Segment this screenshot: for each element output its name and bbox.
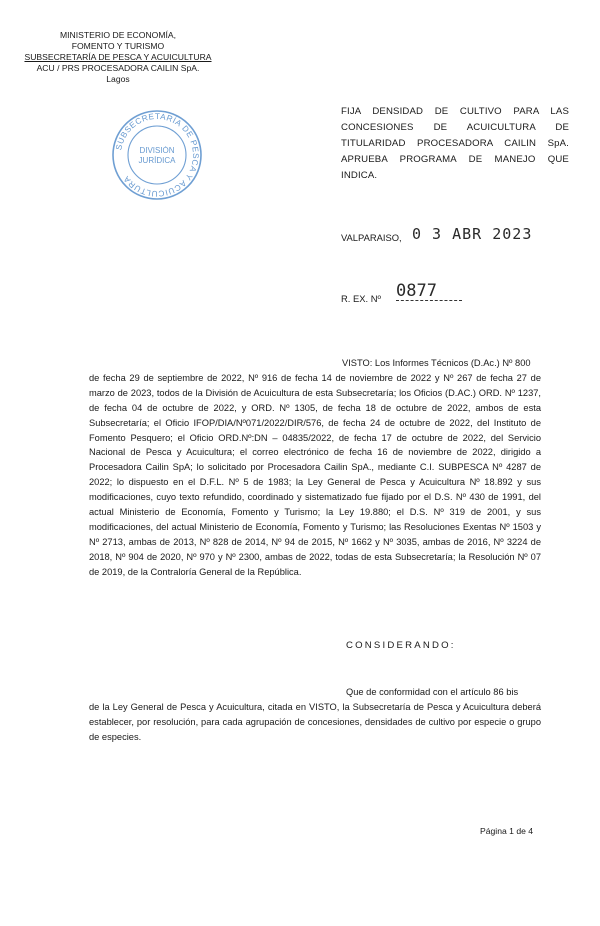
date-stamp: 0 3 ABR 2023	[412, 225, 533, 243]
considerando-body: de la Ley General de Pesca y Acuicultura, citada en VISTO, la Subsecretaría de Pesca y Acuicultura deberá establecer, por resolución, para cada agrupación de concesiones, densidades de cultivo por especie o grupo de especies.	[89, 701, 541, 742]
resolution-subject: FIJA DENSIDAD DE CULTIVO PARA LAS CONCESIONES DE ACUICULTURA DE TITULARIDAD PROCESADORA CAILIN SpA. APRUEBA PROGRAMA DE MANEJO QUE INDICA.	[341, 106, 569, 181]
page-number: Página 1 de 4	[480, 826, 534, 836]
resolution-number: 0877	[396, 281, 437, 301]
header-reference: ACU / PRS PROCESADORA CAILIN SpA.	[36, 63, 200, 73]
visto-body: de fecha 29 de septiembre de 2022, Nº 916 de fecha 14 de noviembre de 2022 y Nº 267 de fecha 27 de marzo de 2023, todos de la División de Acuicultura de esta Subsecretaría; los Oficios (D.AC.) ORD. Nº 1237, de fecha 04 de octubre de 2022, y ORD. Nº 1305, de fecha 18 de octubre de 2022, ambos de esta Subsecretaría; el Oficio IFOP/DIA/Nº071/2022/DIR/576, de fecha 24 de octubre de 2022, del Instituto de Fomento Pesquero; el Oficio ORD.Nº:DN – 04835/2022, de fecha 17 de octubre de 2022, del Servicio Nacional de Pesca y Acuicultura; el correo electrónico de fecha 16 de noviembre de 2022, dirigido a Procesadora Cailin SpA; lo solicitado por Procesadora Cailin SpA., mediante C.I. SUBPESCA Nº 4287 de 2022; lo dispuesto en el D.F.L. Nº 5 de 1983; la Ley General de Pesca y Acuicultura Nº 18.892 y sus modificaciones, cuyo texto refundido, coordinado y sistematizado fue fijado por el D.S. Nº 430 de 1991, del actual Ministerio de Economía, Fomento y Turismo; la Ley 19.880; el D.S. Nº 319 de 2001, y sus modificaciones, del actual Ministerio de Economía, Fomento y Turismo; las Resoluciones Exentas Nº 1503 y Nº 2713, ambas de 2013, Nº 828 de 2014, Nº 94 de 2015, Nº 1662 y Nº 3035, ambas de 2016, Nº 3224 de 2018, Nº 904 de 2020, Nº 970 y Nº 2300, ambas de 2022, todas de esta Subsecretaría; la Resolución Nº 07 de 2019, de la Contraloría General de la República.	[89, 372, 541, 577]
header-location: Lagos	[106, 74, 130, 84]
visto-paragraph	[89, 356, 541, 580]
resolution-label: R. EX. Nº	[341, 293, 381, 304]
considerando-lead: Que de conformidad con el artículo 86 bis	[346, 687, 519, 697]
considerando-heading: CONSIDERANDO:	[346, 640, 456, 651]
stamp-ring-text: SUBSECRETARÍA DE PESCA Y ACUICULTURA	[114, 111, 201, 199]
header-subsecretaria: SUBSECRETARÍA DE PESCA Y ACUICULTURA	[24, 52, 212, 62]
division-juridica-stamp	[110, 108, 204, 202]
visto-lead: VISTO: Los Informes Técnicos (D.Ac.) Nº 800	[342, 358, 531, 368]
issuer-header	[18, 30, 218, 85]
stamp-center-line1: DIVISIÓN	[139, 146, 175, 155]
considerando-paragraph	[89, 685, 541, 745]
header-ministry: MINISTERIO DE ECONOMÍA,	[59, 30, 177, 40]
place-label: VALPARAISO,	[341, 232, 402, 243]
resolution-number-line	[396, 300, 462, 301]
header-ministry-2: FOMENTO Y TURISMO	[71, 41, 165, 51]
stamp-center-line2: JURÍDICA	[138, 156, 176, 165]
